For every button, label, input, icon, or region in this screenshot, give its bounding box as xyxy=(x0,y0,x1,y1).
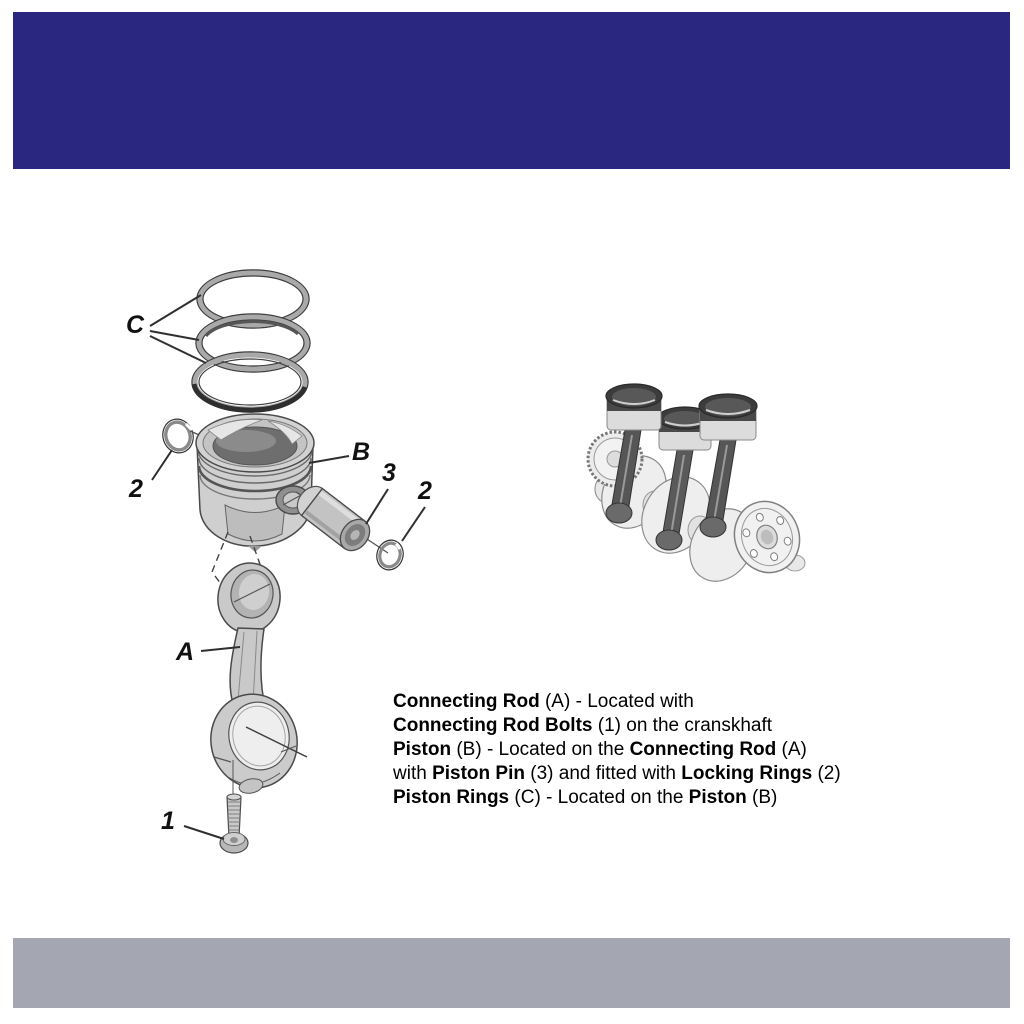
caption xyxy=(393,690,841,810)
piston-pin-figure xyxy=(291,481,388,557)
label-connecting-rod-bolt: 1 xyxy=(161,807,175,835)
label-locking-ring-right: 2 xyxy=(418,477,432,505)
crankshaft-assembly-figure xyxy=(588,384,809,593)
caption-line: Connecting Rod (A) - Located with xyxy=(393,691,694,712)
header-band xyxy=(13,12,1010,169)
caption-line: with Piston Pin (3) and fitted with Locking Rings (2) xyxy=(393,763,841,784)
label-piston-pin: 3 xyxy=(382,459,396,487)
connecting-rod-figure xyxy=(201,559,307,796)
locking-ring-right-figure xyxy=(373,507,425,573)
label-piston: B xyxy=(352,438,371,466)
label-piston-rings: C xyxy=(126,311,145,339)
caption-line: Piston Rings (C) - Located on the Piston (B) xyxy=(393,787,778,808)
piston-assembly-diagram xyxy=(0,170,1024,940)
label-locking-ring-left: 2 xyxy=(129,475,143,503)
label-connecting-rod: A xyxy=(176,638,195,666)
caption-line: Connecting Rod Bolts (1) on the cranskhaft xyxy=(393,715,773,736)
piston-rings-figure xyxy=(192,270,310,412)
caption-line: Piston (B) - Located on the Connecting Rod (A) xyxy=(393,739,807,760)
footer-band xyxy=(13,938,1010,1008)
